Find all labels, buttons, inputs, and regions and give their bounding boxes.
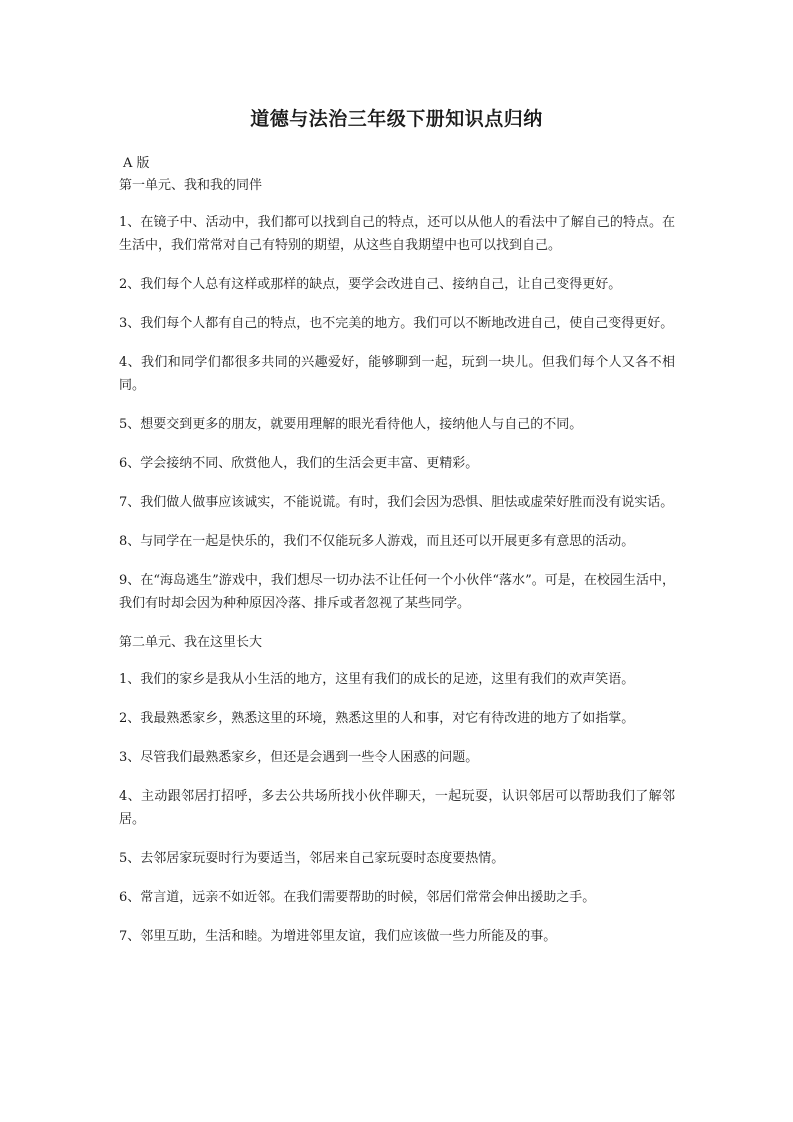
knowledge-point: 4、我们和同学们都很多共同的兴趣爱好，能够聊到一起，玩到一块儿。但我们每个人又各不相同。 — [119, 355, 675, 393]
knowledge-point: 5、去邻居家玩耍时行为要适当，邻居来自己家玩耍时态度要热情。 — [119, 851, 505, 866]
version-label: A 版 — [123, 156, 150, 171]
knowledge-point: 7、我们做人做事应该诚实，不能说谎。有时，我们会因为恐惧、胆怯或虚荣好胜而没有说实话。 — [119, 495, 674, 510]
knowledge-point: 9、在“海岛逃生”游戏中，我们想尽一切办法不让任何一个小伙伴“落水”。可是，在校园生活中，我们有时却会因为种种原因冷落、排斥或者忽视了某些同学。 — [119, 573, 675, 611]
section-heading-unit-1: 第一单元、我和我的同伴 — [119, 178, 263, 193]
knowledge-point: 8、与同学在一起是快乐的，我们不仅能玩多人游戏，而且还可以开展更多有意思的活动。 — [119, 534, 635, 549]
knowledge-point: 3、我们每个人都有自己的特点，也不完美的地方。我们可以不断地改进自己，使自己变得更好。 — [119, 316, 674, 331]
knowledge-point: 1、在镜子中、活动中，我们都可以找到自己的特点，还可以从他人的看法中了解自己的特点。在生活中，我们常常对自己有特别的期望，从这些自我期望中也可以找到自己。 — [119, 215, 675, 253]
knowledge-point: 3、尽管我们最熟悉家乡，但还是会遇到一些令人困惑的问题。 — [119, 750, 479, 765]
knowledge-point: 4、主动跟邻居打招呼，多去公共场所找小伙伴聊天，一起玩耍，认识邻居可以帮助我们了解邻居。 — [119, 789, 675, 827]
knowledge-point: 5、想要交到更多的朋友，就要用理解的眼光看待他人，接纳他人与自己的不同。 — [119, 417, 583, 432]
document-body — [119, 152, 675, 964]
document-title: 道德与法治三年级下册知识点归纳 — [250, 108, 543, 130]
knowledge-point: 2、我最熟悉家乡，熟悉这里的环境，熟悉这里的人和事，对它有待改进的地方了如指掌。 — [119, 711, 635, 726]
knowledge-point: 6、学会接纳不同、欣赏他人，我们的生活会更丰富、更精彩。 — [119, 456, 479, 471]
knowledge-point: 6、常言道，远亲不如近邻。在我们需要帮助的时候，邻居们常常会伸出援助之手。 — [119, 890, 596, 905]
knowledge-point: 2、我们每个人总有这样或那样的缺点，要学会改进自己、接纳自己，让自己变得更好。 — [119, 277, 622, 292]
section-heading-unit-2: 第二单元、我在这里长大 — [119, 635, 263, 650]
knowledge-point: 1、我们的家乡是我从小生活的地方，这里有我们的成长的足迹，这里有我们的欢声笑语。 — [119, 672, 635, 687]
knowledge-point: 7、邻里互助，生活和睦。为增进邻里友谊，我们应该做一些力所能及的事。 — [119, 929, 557, 944]
